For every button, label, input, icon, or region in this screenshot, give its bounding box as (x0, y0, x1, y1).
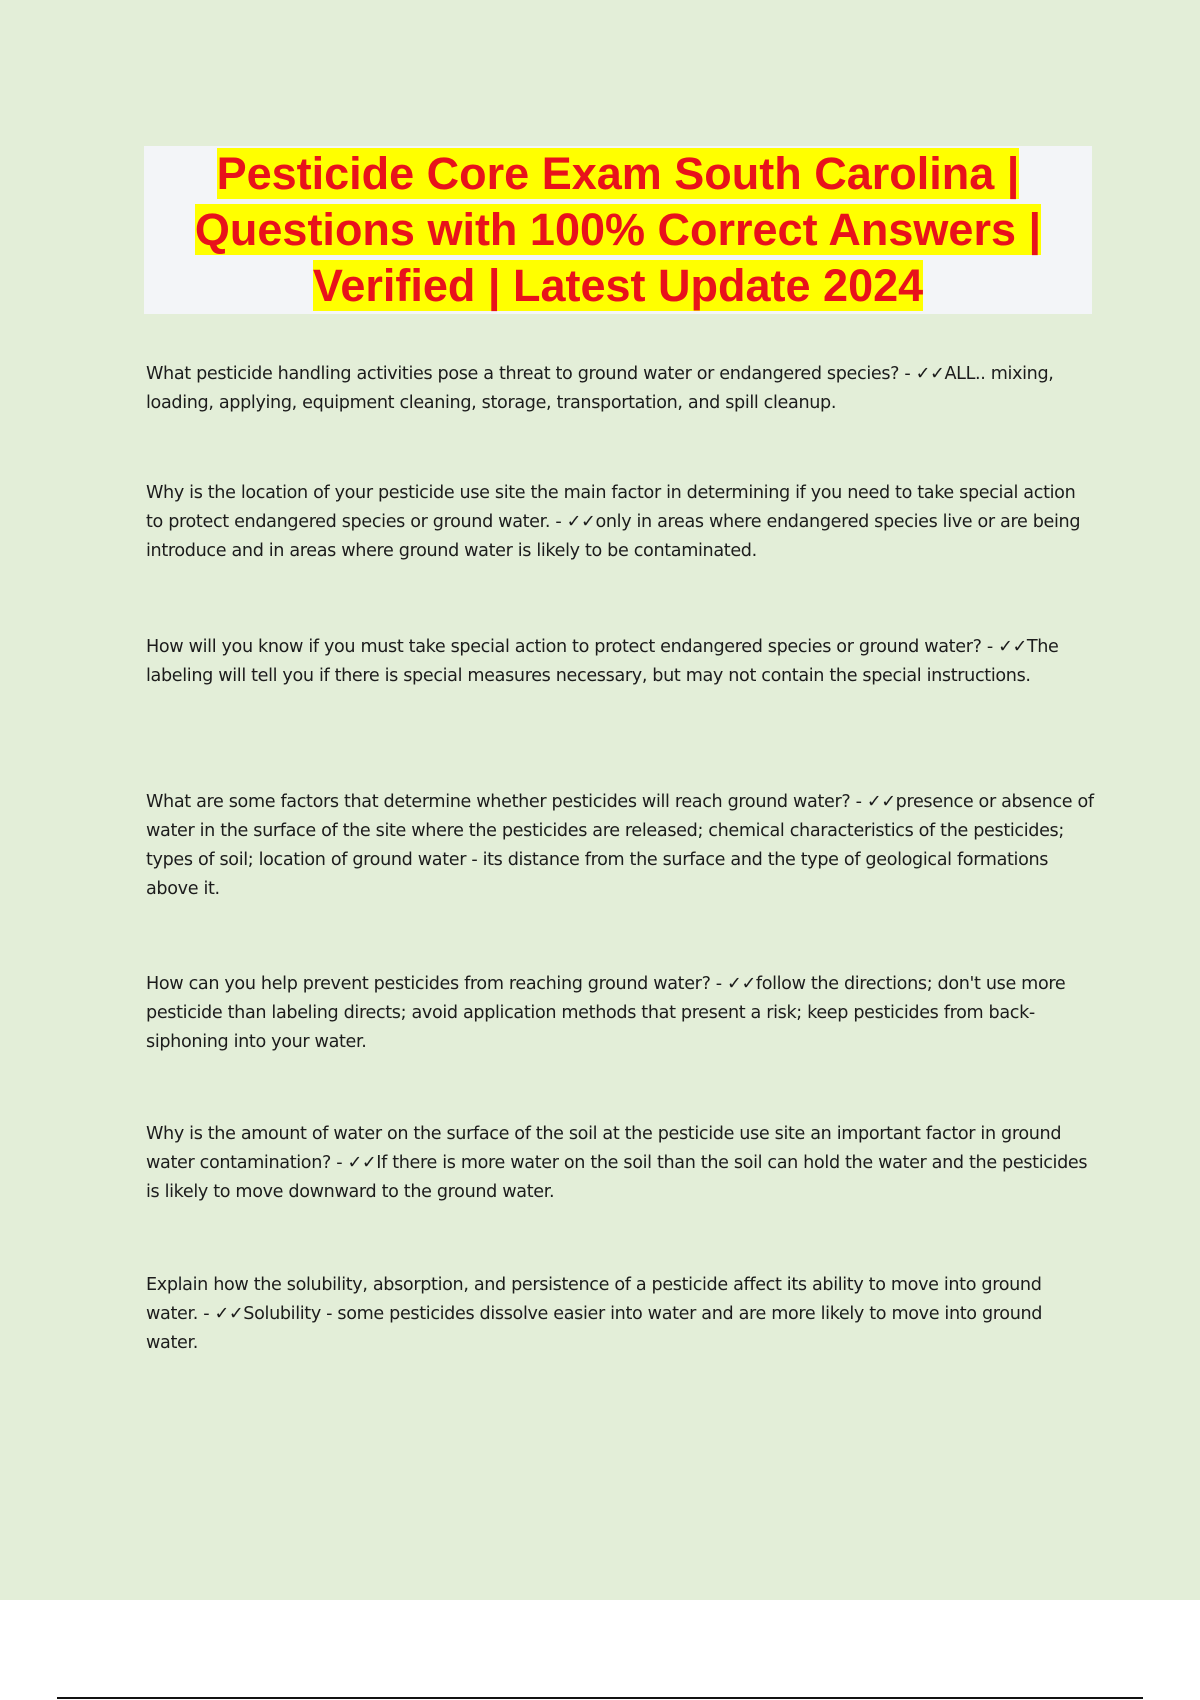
check-icon: ✓✓ (998, 637, 1027, 657)
answer-text: If there is more water on the soil than the soil can hold the water and the pesticides is likely to move downward to the ground water. (146, 1153, 1088, 1202)
answer-text: only in areas where endangered species live or are being introduce and in areas where ground water is likely to be contaminated. (146, 512, 1081, 561)
answer-text: ALL.. mixing, loading, applying, equipment cleaning, storage, transportation, and spill cleanup. (146, 364, 1054, 413)
answer-text: presence or absence of water in the surface of the site where the pesticides are released; chemical characteristics of the pesticides; types of soil; location of ground water - its distance from the surface and the type of geological formations above it. (146, 792, 1094, 899)
check-icon: ✓✓ (347, 1153, 377, 1173)
question-text: How will you know if you must take special action to protect endangered species or ground water? (146, 637, 982, 657)
check-icon: ✓✓ (915, 364, 945, 384)
answer-text: Solubility - some pesticides dissolve easier into water and are more likely to move into ground water. (146, 1304, 1043, 1353)
question-text: What pesticide handling activities pose a threat to ground water or endangered species? (146, 364, 900, 384)
qa-entry-5: How can you help prevent pesticides from reaching ground water? - ✓✓follow the directions; don't use more pesticide than labeling directs; avoid application methods that present a risk; keep pesticides from back-siphoning into your water. (146, 974, 1066, 1052)
answer-text: follow the directions; don't use more pesticide than labeling directs; avoid application methods that present a risk; keep pesticides from back-siphoning into your water. (146, 974, 1066, 1052)
check-icon: ✓✓ (214, 1304, 244, 1324)
title-box (144, 146, 1092, 314)
answer-text: The labeling will tell you if there is special measures necessary, but may not contain the special instructions. (146, 637, 1059, 686)
question-text: Why is the location of your pesticide use site the main factor in determining if you need to take special action to protect endangered species or ground water. (146, 483, 1076, 532)
qa-entry-6: Why is the amount of water on the surface of the soil at the pesticide use site an important factor in ground water contamination? - ✓✓If there is more water on the soil than the soil can hold the water and the pesticides is likely to move downward to the ground water. (146, 1124, 1088, 1202)
qa-entry-1: What pesticide handling activities pose a threat to ground water or endangered species? - ✓✓ALL.. mixing, loading, applying, equipment cleaning, storage, transportation, and spill cleanup. (146, 364, 1054, 413)
question-text: Why is the amount of water on the surface of the soil at the pesticide use site an important factor in ground water contamination? (146, 1124, 1062, 1173)
check-icon: ✓✓ (866, 792, 896, 812)
qa-entry-4: What are some factors that determine whether pesticides will reach ground water? - ✓✓presence or absence of water in the surface of the site where the pesticides are released; chemical characteristics of the pesticides; types of soil; location of ground water - its distance from the surface and the type of geological formations above it. (146, 792, 1094, 899)
question-text: How can you help prevent pesticides from reaching ground water? (146, 974, 711, 994)
question-text: Explain how the solubility, absorption, and persistence of a pesticide affect its ability to move into ground water. (146, 1275, 1042, 1324)
document-title: Pesticide Core Exam South Carolina | Questions with 100% Correct Answers | Verified | Latest Update 2024 (194, 148, 1042, 311)
qa-entry-3: How will you know if you must take special action to protect endangered species or ground water? - ✓✓The labeling will tell you if there is special measures necessary, but may not contain the special instructions. (146, 637, 1059, 686)
footer-divider (57, 1697, 1143, 1699)
qa-entry-2: Why is the location of your pesticide use site the main factor in determining if you need to take special action to protect endangered species or ground water. - ✓✓only in areas where endangered species live or are being introduce and in areas where ground water is likely to be contaminated. (146, 483, 1081, 561)
qa-entry-7: Explain how the solubility, absorption, and persistence of a pesticide affect its ability to move into ground water. - ✓✓Solubility - some pesticides dissolve easier into water and are more likely to move into ground water. (146, 1275, 1043, 1353)
question-text: What are some factors that determine whether pesticides will reach ground water? (146, 792, 851, 812)
check-icon: ✓✓ (727, 974, 756, 994)
check-icon: ✓✓ (566, 512, 596, 532)
page-footer-area (0, 1600, 1200, 1700)
